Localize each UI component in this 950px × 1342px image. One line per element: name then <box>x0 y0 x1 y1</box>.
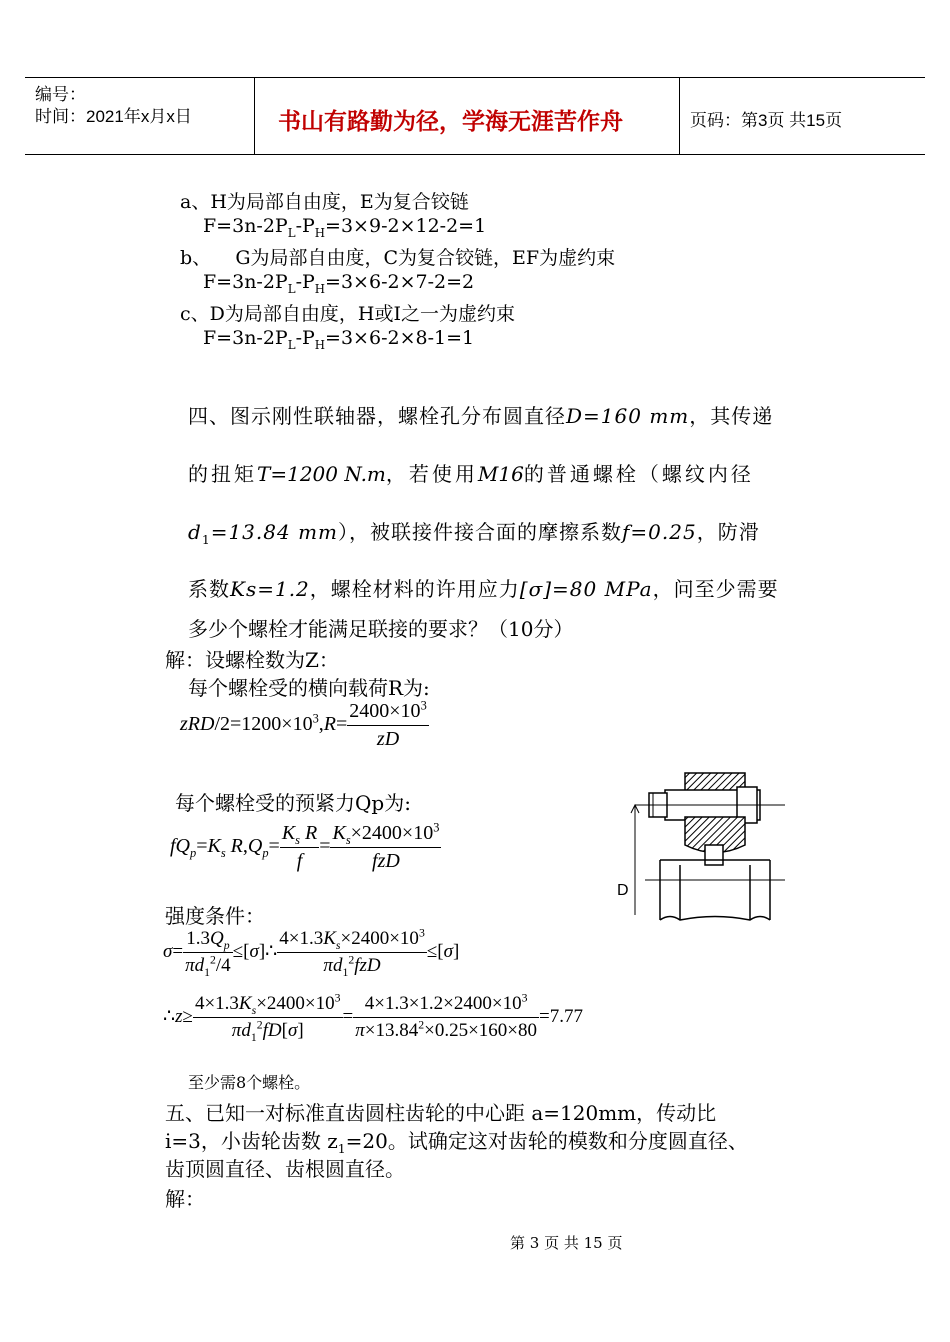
header-date-label: 时间：2021年x月x日 <box>35 107 192 126</box>
q4-load-text: 每个螺栓受的横向载荷R为: <box>188 676 430 700</box>
q5-line-2: i=3，小齿轮齿数 $z_1=20$。试确定这对齿轮的模数和分度圆直径、 <box>165 1129 748 1156</box>
answer-c-formula: $F=3n-2P_L-P_H=3\times 6-2\times 8-1=1$ <box>203 327 475 352</box>
q4-preload-text: 每个螺栓受的预紧力Qp为: <box>175 791 411 815</box>
q4-line-3: $d_1=13.84$ mm），被联接件接合面的摩擦系数f=0.25，防滑 <box>188 520 760 547</box>
answer-b-formula: $F=3n-2P_L-P_H=3\times 6-2\times 7-2=2$ <box>203 271 475 296</box>
header-page-label: 页码：第3页 共15页 <box>690 111 843 130</box>
q5-line-1: 五、已知一对标准直齿圆柱齿轮的中心距 a=120mm，传动比 <box>165 1101 717 1125</box>
header-divider-right <box>679 77 680 155</box>
q5-line-3: 齿顶圆直径、齿根圆直径。 <box>165 1157 405 1181</box>
formula-load: zRD/$2=1200\times 10^3,R=$ $\frac{2400\times 10^3}{zD}$ <box>180 698 427 750</box>
header-motto: 书山有路勤为径，学海无涯苦作舟 <box>278 108 623 134</box>
formula-strength: σ= $\frac{1.3Q_p}{\pi d_1^2/4}$ ≤[σ]∴ $\frac{4\times 1.3K_s\times 2400\times 10^3}{\pi d_1^2fzD}$ ≤[σ] <box>163 926 460 979</box>
answer-a-text: a、H为局部自由度，E为复合铰链 <box>180 191 469 213</box>
key-slot <box>705 845 723 865</box>
formula-result: ∴z≥ $\frac{4\times 1.3K_s\times 2400\times 10^3}{\pi d_1^2fD[\sigma]}$ = $\frac{4\times 1.3\times 1.2\times 2400\times 10^3}{\pi\times 13.84^2\times 0.25\times 160\times 80}$ =7.77 <box>163 991 583 1044</box>
q4-solution-intro: 解：设螺栓数为Z： <box>165 648 339 672</box>
answer-c-text: c、D为局部自由度，H或I之一为虚约束 <box>180 303 515 325</box>
q4-line-1: 四、图示刚性联轴器，螺栓孔分布圆直径D=160 mm，其传递 <box>188 404 774 428</box>
answer-a-formula: $F=3n-2P_L-P_H=3\times 9-2\times 12-2=1$ <box>203 215 487 240</box>
page-footer: 第 3 页 共 15 页 <box>510 1234 623 1252</box>
q4-line-4: 系数Ks=1.2，螺栓材料的许用应力[σ]=80 MPa，问至少需要 <box>188 577 779 601</box>
label-D: D <box>617 882 629 899</box>
header-number-label: 编号： <box>35 85 86 104</box>
formula-preload: $fQ_p=K_s$ $R,Q_p=$ $\frac{K_s R}{f}$ = $\frac{K_s\times 2400\times 10^3}{\text{fzD}}$ <box>170 820 440 872</box>
q4-strength-text: 强度条件： <box>165 904 265 928</box>
header-bottom-rule <box>25 154 925 155</box>
q4-conclusion: 至少需8个螺栓。 <box>188 1073 311 1092</box>
q4-line-2: 的扭矩T=1200 N.m，若使用M16的普通螺栓（螺纹内径 <box>188 462 754 486</box>
q5-solution: 解： <box>165 1187 205 1211</box>
header-top-rule <box>25 77 925 78</box>
q4-line-5: 多少个螺栓才能满足联接的要求？（10分） <box>188 617 574 641</box>
header-divider-left <box>254 77 255 155</box>
coupling-figure <box>605 765 790 925</box>
answer-b-text: b、 G为局部自由度，C为复合铰链，EF为虚约束 <box>180 247 616 269</box>
